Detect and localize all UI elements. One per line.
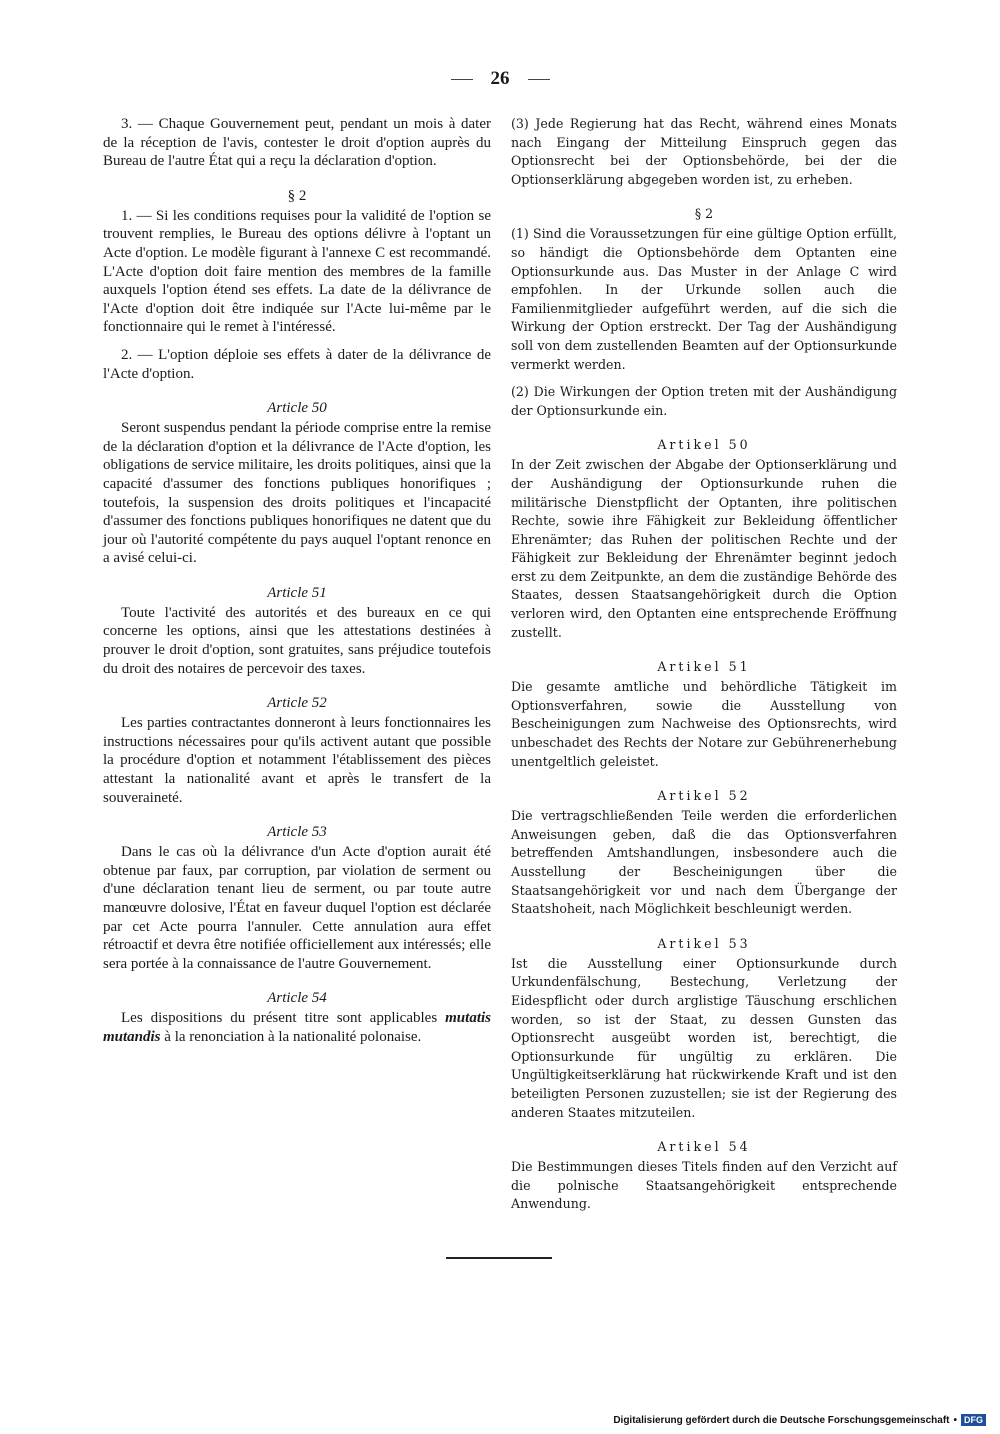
footer-separator: • <box>953 1414 957 1426</box>
paragraph: 3. — Chaque Gouvernement peut, pendant un mois à dater de la réception de l'avis, contester le droit d'option auprès du Bureau de l'autre État qui a reçu la déclaration d'option. <box>103 116 491 170</box>
paragraph: Die Bestimmungen dieses Titels finden auf den Verzicht auf die polnische Staatsangehörigkeit entsprechende Anwendung. <box>511 1159 897 1212</box>
page-header <box>0 68 1000 98</box>
text-segment: à la renonciation à la nationalité polonaise. <box>160 1028 422 1045</box>
header-dash-left <box>451 79 473 80</box>
footer <box>613 1414 986 1426</box>
paragraph: Die vertragschließenden Teile werden die erforderlichen Anweisungen geben, daß die das Optionsverfahren betreffenden Amtshandlungen, insbesondere auch die Ausstellung der Bescheinigungen über die Staatsangehörigkeit vor und nach dem Übergange der Staatshoheit, nach Möglichkeit beschleunigt werden. <box>511 808 897 917</box>
text-segment: Les dispositions du présent titre sont applicables <box>121 1010 446 1027</box>
paragraph: (3) Jede Regierung hat das Recht, während eines Monats nach Eingang der Mitteilung Einspruch gegen das Optionsrecht bei der Optionsbehörde, bei der die Optionserklärung abgegeben worden ist, zu erheben. <box>511 116 897 187</box>
paragraph: Les parties contractantes donneront à leurs fonctionnaires les instructions nécessaires pour qu'ils activent autant que possible la procédure d'option et notamment l'établissement des pièces attestant la nationalité avant et après le transfert de la souveraineté. <box>103 715 491 806</box>
article-heading: Article 53 <box>267 824 327 841</box>
latin-phrase: mutatis mutandis <box>103 1010 491 1045</box>
article-heading: Artikel 51 <box>657 659 751 675</box>
page-number: 26 <box>490 68 510 89</box>
article-heading: Artikel 54 <box>657 1139 751 1155</box>
paragraph: (1) Sind die Voraussetzungen für eine gültige Option erfüllt, so händigt die Optionsbehörde dem Optanten eine Optionsurkunde aus. Das Muster in der Anlage C wird empfohlen. In der Urkunde sollen auch die Familienmitglieder aufgeführt werden, auf die sich die Wirkung der Option erstreckt. Der Tag der Aushändigung soll von dem zustellenden Beamten auf der Optionsurkunde vermerkt werden. <box>511 226 897 372</box>
article-heading: Article 54 <box>267 990 327 1007</box>
paragraph: Dans le cas où la délivrance d'un Acte d'option aurait été obtenue par faux, par corruption, par violation de serment ou d'une déclaration tenant lieu de serment, ou par toute autre manœuvre dolosive, l'État en faveur duquel l'option est déclarée par cet Acte pourra l'annuler. Cette annulation aura effet rétroactif et devra être notifiée officiellement aux intéressés; elle sera portée à la connaissance de l'autre Gouvernement. <box>103 844 491 972</box>
paragraph: Ist die Ausstellung einer Optionsurkunde durch Urkundenfälschung, Bestechung, Verletzung der Eidespflicht oder durch arglistige Täuschung erschlichen worden, so ist der Staat, zu dessen Gunsten das Optionsrecht ausgeübt worden ist, berechtigt, die Optionsurkunde für ungültig zu erklären. Die Ungültigkeitserklärung hat rückwirkende Kraft und ist den beteiligten Personen zuzustellen; sie ist der Regierung des anderen Staates mitzuteilen. <box>511 955 897 1120</box>
paragraph: 1. — Si les conditions requises pour la validité de l'option se trouvent remplies, le Bureau des options délivre à l'optant un Acte d'option. Le modèle figurant à l'annexe C est recommandé. L'Acte d'option doit faire mention des membres de la famille auxquels l'option étend ses effets. La date de la délivrance de l'Acte d'option doit être indiquée sur l'Acte lui-même par le fonctionnaire qui le remet à l'intéressé. <box>103 207 491 336</box>
paragraph: In der Zeit zwischen der Abgabe der Optionserklärung und der Aushändigung der Optionsurkunde ruhen die militärische Dienstpflicht der Optanten, ihre politischen Rechte, sowie ihre Fähigkeit zur Bekleidung öffentlicher Ehrenämter; das Ruhen der politischen Rechte und der Fähigkeit zur Bekleidung der Ehrenämter beginnt jedoch erst zu dem Zeitpunkte, an dem die zuständige Behörde des Staates, dessen Staatsangehörigkeit durch die Option verloren wird, den Optanten eine entsprechende Eröffnung zustellt. <box>511 457 897 640</box>
paragraph: (2) Die Wirkungen der Option treten mit der Aushändigung der Optionsurkunde ein. <box>511 384 897 418</box>
article-heading: Article 52 <box>267 695 327 712</box>
end-rule <box>446 1257 552 1259</box>
paragraph: 2. — L'option déploie ses effets à dater de la délivrance de l'Acte d'option. <box>103 346 491 382</box>
paragraph: Toute l'activité des autorités et des bureaux en ce qui concerne les options, ainsi que les attestations destinées à prouver le droit d'option, sont gratuites, sans préjudice toutefois du droit des notaires de percevoir des taxes. <box>103 604 491 677</box>
footer-credit: Digitalisierung gefördert durch die Deutsche Forschungsgemeinschaft <box>613 1414 950 1426</box>
article-heading: Artikel 53 <box>657 935 751 951</box>
section-heading: § 2 <box>694 206 714 222</box>
article-heading: Artikel 52 <box>657 788 751 804</box>
paragraph: Die gesamte amtliche und behördliche Tätigkeit im Optionsverfahren, sowie die Ausstellung von Bescheinigungen zum Nachweise des Optionsrechts, wird unbeschadet des Rechts der Notare zur Gebührenerhebung unentgeltlich geleistet. <box>511 679 897 769</box>
article-heading: Article 50 <box>267 400 327 417</box>
paragraph: Seront suspendus pendant la période comprise entre la remise de la déclaration d'option et la délivrance de l'Acte d'option, les obligations de service militaire, les droits politiques, ainsi que la capacité d'assumer des fonctions publiques honorifiques ; toutefois, la suspension des droits politiques et l'incapacité d'assumer des fonctions publiques honorifiques ne datent que du jour où l'autorité compétente du pays auquel l'optant renonce en a avisé celui-ci. <box>103 420 491 567</box>
dfg-logo: DFG <box>961 1414 986 1426</box>
german-column <box>511 115 897 1214</box>
section-heading: § 2 <box>287 187 307 204</box>
paragraph-article-54 <box>103 1009 491 1046</box>
french-column <box>103 115 491 1047</box>
header-dash-right <box>528 79 550 80</box>
article-heading: Article 51 <box>267 584 327 601</box>
article-heading: Artikel 50 <box>657 437 751 453</box>
